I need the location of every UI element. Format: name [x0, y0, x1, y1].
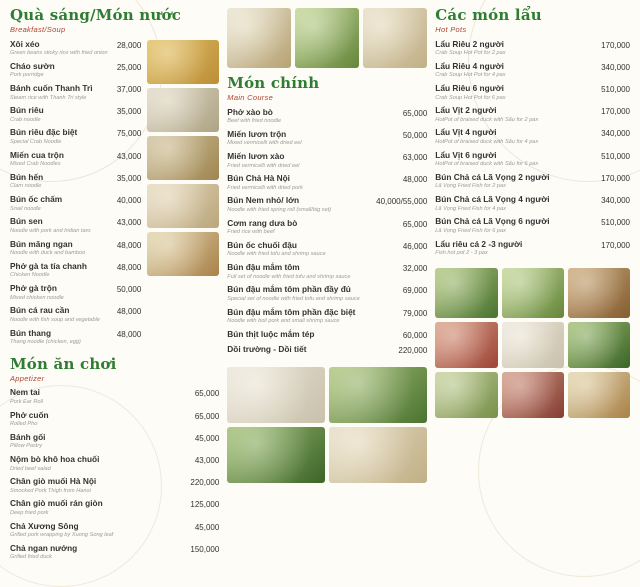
item-price: 35,000	[116, 107, 142, 117]
food-photo	[363, 8, 427, 68]
item-desc: Noodle with fried tofu and shrimp sauce	[227, 251, 326, 258]
section-title-hotpot	[435, 8, 630, 34]
list-item	[10, 329, 141, 346]
item-name: Dồi trường - Dồi tiết	[227, 344, 307, 355]
item-desc: Fried rice with beef	[227, 229, 275, 236]
section-title-main-vn: Món chính	[227, 74, 320, 92]
item-name: Lẩu Vịt 4 người	[435, 127, 497, 138]
item-price: 170,000	[601, 173, 630, 183]
list-item	[10, 84, 141, 101]
item-name: Chân giò muối Hà Nội	[10, 476, 97, 487]
item-price: 46,000	[402, 241, 428, 251]
food-photo	[329, 427, 427, 483]
list-item	[435, 195, 630, 212]
item-desc: Mixed Crab Noodles	[10, 161, 61, 168]
list-item	[227, 130, 427, 147]
item-name: Phở gà trộn	[10, 283, 57, 294]
item-price: 32,000	[402, 264, 428, 274]
item-price: 220,000	[398, 346, 428, 356]
item-name: Bánh cuốn Thanh Trì	[10, 82, 93, 93]
item-price: 35,000	[116, 173, 142, 183]
item-price: 65,000	[194, 389, 220, 399]
list-item	[435, 84, 630, 101]
item-desc: Special Crab Noodle	[10, 138, 62, 145]
list-item	[227, 241, 427, 258]
item-name: Bún cá rau cần	[10, 305, 70, 316]
item-name: Bún riêu	[10, 105, 44, 116]
food-photo	[502, 372, 564, 418]
list-item	[10, 433, 219, 450]
food-photo	[568, 268, 630, 318]
item-name: Bún đậu mắm tôm phần đặc biệt	[227, 306, 356, 317]
food-photo	[568, 322, 630, 368]
item-desc: HotPot of braised duck with Sấu for 2 pax	[435, 116, 539, 123]
list-item	[10, 151, 141, 168]
list-item	[227, 330, 427, 341]
item-price: 45,000	[194, 433, 220, 443]
list-item	[10, 106, 141, 123]
item-price: 510,000	[601, 84, 630, 94]
item-name: Cháo sườn	[10, 60, 55, 71]
item-desc: Full set of noodle with fried tofu and shrimp sauce	[227, 273, 351, 280]
item-desc: Crab noodle	[10, 116, 41, 123]
breakfast-block	[10, 40, 219, 351]
item-price: 150,000	[190, 544, 220, 554]
item-desc: Lã Vọng Fried Fish for 4 pax	[435, 205, 506, 212]
item-desc: Noodle with fish soup and vegetable	[10, 316, 100, 323]
list-item	[10, 128, 141, 145]
food-photo	[227, 427, 325, 483]
item-name: Chả ngan nướng	[10, 542, 78, 553]
item-desc: HotPot of braised duck with Sấu for 4 pax	[435, 138, 539, 145]
food-photo	[227, 8, 291, 68]
section-title-main-en: Main Course	[227, 93, 274, 102]
item-desc: Pillow Pastry	[10, 443, 43, 450]
item-desc: Fried vermicelli with dried pork	[227, 184, 303, 191]
food-photo	[147, 184, 219, 228]
list-item	[10, 499, 219, 516]
list-item	[10, 388, 219, 405]
item-price: 65,000	[194, 411, 220, 421]
main-photo-grid	[227, 367, 427, 483]
item-price: 510,000	[601, 151, 630, 161]
item-name: Lẩu Riêu 6 người	[435, 82, 504, 93]
section-title-appetizer-en: Appetizer	[10, 373, 45, 383]
item-name: Bún riêu đặc biệt	[10, 127, 78, 138]
appetizer-item-list	[10, 388, 219, 566]
list-item	[435, 40, 630, 57]
item-name: Lẩu Riêu 2 người	[435, 38, 504, 49]
item-price: 45,000	[194, 522, 220, 532]
item-price: 50,000	[116, 285, 142, 295]
item-name: Chả Xương Sông	[10, 520, 79, 531]
list-item	[10, 40, 141, 57]
item-name: Bún ốc chấm	[10, 194, 63, 205]
item-price: 340,000	[601, 196, 630, 206]
item-name: Phở cuốn	[10, 409, 49, 420]
item-desc: Smocked Pork Thigh from Hanoi	[10, 487, 91, 494]
item-desc: Dried beef salad	[10, 465, 51, 472]
item-desc: Fried vermicelli with dried eel	[227, 162, 300, 169]
item-name: Lẩu Vịt 6 người	[435, 149, 497, 160]
item-price: 25,000	[116, 62, 142, 72]
list-item	[227, 152, 427, 169]
item-name: Bún ốc chuối đậu	[227, 239, 297, 250]
section-title-appetizer-vn: Món ăn chơi	[10, 354, 117, 373]
list-item	[435, 151, 630, 168]
list-item	[10, 195, 141, 212]
item-name: Lẩu Riêu 4 người	[435, 60, 504, 71]
item-price: 63,000	[402, 152, 428, 162]
food-photo	[435, 322, 497, 368]
item-name: Chân giò muối rán giòn	[10, 498, 103, 509]
item-desc: Lã Vọng Fried Fish for 6 pax	[435, 227, 506, 234]
item-price: 43,000	[194, 455, 220, 465]
item-name: Bún đậu mắm tôm	[227, 262, 300, 273]
column-left	[10, 6, 220, 561]
item-name: Phở xào bò	[227, 106, 273, 117]
item-price: 510,000	[601, 218, 630, 228]
list-item	[227, 174, 427, 191]
list-item	[10, 522, 219, 539]
item-name: Lẩu Vịt 2 người	[435, 105, 497, 116]
item-name: Miến lươn xào	[227, 150, 285, 161]
item-price: 37,000	[116, 84, 142, 94]
item-price: 48,000	[402, 175, 428, 185]
list-item	[227, 345, 427, 356]
item-price: 170,000	[601, 107, 630, 117]
item-desc: Chicken Noodle	[10, 272, 50, 279]
item-desc: HotPot of braised duck with Sấu for 6 pax	[435, 161, 539, 168]
food-photo	[147, 88, 219, 132]
item-desc: Clam noodle	[10, 183, 42, 190]
item-name: Miến cua trộn	[10, 149, 64, 160]
item-desc: Beef with fried noodle	[227, 118, 282, 125]
item-price: 65,000	[402, 108, 428, 118]
item-desc: Deep fried pork	[10, 509, 49, 516]
list-item	[435, 240, 630, 257]
list-item	[435, 106, 630, 123]
item-name: Cơm rang dưa bò	[227, 217, 298, 228]
breakfast-item-list	[10, 40, 141, 346]
food-photo	[147, 232, 219, 276]
section-title-hotpot-en: Hot Pots	[435, 25, 467, 34]
column-right	[435, 8, 630, 499]
item-desc: Crab Soup Hot Pot for 2 pax	[435, 50, 506, 57]
list-item	[10, 306, 141, 323]
item-desc: Snail noodle	[10, 205, 41, 212]
item-desc: Noodle with pork and Indian taro	[10, 227, 91, 234]
item-price: 340,000	[601, 62, 630, 72]
item-name: Xôi xéo	[10, 38, 40, 49]
section-title-breakfast-en: Breakfast/Soup	[10, 25, 66, 34]
food-photo	[502, 322, 564, 368]
item-price: 75,000	[116, 129, 142, 139]
food-photo	[502, 268, 564, 318]
item-price: 48,000	[116, 240, 142, 250]
item-desc: Pork porridge	[10, 72, 44, 79]
main-top-photos	[227, 8, 427, 68]
list-item	[10, 262, 141, 279]
item-desc: Fish hot pot 2 - 3 pax	[435, 250, 488, 257]
list-item	[10, 240, 141, 257]
list-item	[10, 411, 219, 428]
list-item	[435, 173, 630, 190]
item-desc: Steam rice with Thanh Tri style	[10, 94, 87, 101]
list-item	[10, 477, 219, 494]
item-price: 40,000	[116, 196, 142, 206]
item-price: 220,000	[190, 478, 220, 488]
item-price: 170,000	[601, 240, 630, 250]
list-item	[227, 108, 427, 125]
column-middle	[227, 8, 427, 499]
food-photo	[329, 367, 427, 423]
food-photo	[568, 372, 630, 418]
food-photo	[435, 268, 497, 318]
item-desc: Mixed vermicelli with dried eel	[227, 140, 302, 147]
list-item	[10, 544, 219, 561]
list-item	[227, 285, 427, 302]
item-name: Bún sen	[10, 216, 43, 227]
item-name: Bún Chả cá Lã Vọng 2 người	[435, 171, 550, 182]
item-desc: Thang noodle (chicken, egg)	[10, 339, 81, 346]
food-photo	[147, 136, 219, 180]
item-price: 28,000	[116, 40, 142, 50]
item-price: 69,000	[402, 286, 428, 296]
item-price: 43,000	[116, 151, 142, 161]
item-price: 340,000	[601, 129, 630, 139]
list-item	[435, 217, 630, 234]
food-photo	[227, 367, 325, 423]
list-item	[10, 284, 141, 301]
section-title-breakfast-vn: Quà sáng/Món nước	[10, 6, 182, 24]
item-desc: Grilled fried duck	[10, 554, 52, 561]
hotpot-photo-grid	[435, 268, 630, 418]
item-price: 43,000	[116, 218, 142, 228]
item-price: 48,000	[116, 262, 142, 272]
item-price: 60,000	[402, 330, 428, 340]
list-item	[435, 62, 630, 79]
item-name: Bún Chả Hà Nội	[227, 173, 290, 184]
menu-columns	[10, 6, 630, 561]
item-price: 65,000	[402, 219, 428, 229]
item-name: Bún Chả cá Lã Vọng 4 người	[435, 194, 550, 205]
item-desc: Pork Ear Roll	[10, 398, 43, 405]
item-name: Bún Chả cá Lã Vọng 6 người	[435, 216, 550, 227]
section-title-appetizer	[10, 354, 219, 383]
section-title-breakfast	[10, 8, 219, 34]
item-desc: Noodle with duck and bamboo	[10, 250, 86, 257]
item-name: Nộm bò khô hoa chuối	[10, 453, 100, 464]
item-name: Phở gà ta tía chanh	[10, 260, 87, 271]
list-item	[10, 62, 141, 79]
main-item-list	[227, 108, 427, 361]
item-desc: Rolled Pho	[10, 421, 38, 428]
item-desc: Crab Soup Hot Pot for 6 pax	[435, 94, 506, 101]
item-desc: Mixed chicken noodle	[10, 294, 64, 301]
item-name: Bánh gối	[10, 431, 46, 442]
item-name: Bún thang	[10, 327, 52, 338]
list-item	[227, 196, 427, 213]
item-desc: Noodle with boil pork and small shrimp sauce	[227, 318, 340, 325]
list-item	[435, 128, 630, 145]
section-title-hotpot-vn: Các món lẩu	[435, 6, 542, 24]
item-desc: Lã Vọng Fried Fish for 2 pax	[435, 183, 506, 190]
item-price: 79,000	[402, 308, 428, 318]
item-name: Nem tai	[10, 387, 40, 398]
item-price: 48,000	[116, 329, 142, 339]
list-item	[10, 455, 219, 472]
list-item	[227, 308, 427, 325]
list-item	[10, 217, 141, 234]
item-price: 170,000	[601, 40, 630, 50]
item-price: 48,000	[116, 307, 142, 317]
item-desc: Special set of noodle with fried tofu and shrimp sauce	[227, 295, 360, 302]
hotpot-item-list	[435, 40, 630, 262]
item-name: Bún măng ngan	[10, 238, 73, 249]
item-desc: Noodle with fried spring roll (small/big set)	[227, 206, 332, 213]
item-name: Bún thịt luộc mắm tép	[227, 328, 315, 339]
item-name: Bún đậu mắm tôm phần đầy đủ	[227, 284, 351, 295]
item-price: 125,000	[190, 500, 220, 510]
food-photo	[295, 8, 359, 68]
food-photo	[435, 372, 497, 418]
list-item	[227, 219, 427, 236]
item-price: 50,000	[402, 130, 428, 140]
item-desc: Grilled pork wrapping by Xuong Song leaf	[10, 532, 114, 539]
item-price: 40,000/55,000	[376, 197, 428, 207]
item-name: Lẩu riêu cá 2 -3 người	[435, 238, 523, 249]
section-title-main	[227, 76, 427, 102]
item-name: Miến lươn trộn	[227, 128, 287, 139]
breakfast-photo-strip	[147, 40, 219, 351]
food-photo	[147, 40, 219, 84]
list-item	[227, 263, 427, 280]
list-item	[10, 173, 141, 190]
item-desc: Green beans sticky rice with fried onion	[10, 50, 108, 57]
item-desc: Crab Soup Hot Pot for 4 pax	[435, 72, 506, 79]
item-name: Bún hến	[10, 171, 44, 182]
item-name: Bún Nem nhỏ/ lớn	[227, 195, 300, 206]
